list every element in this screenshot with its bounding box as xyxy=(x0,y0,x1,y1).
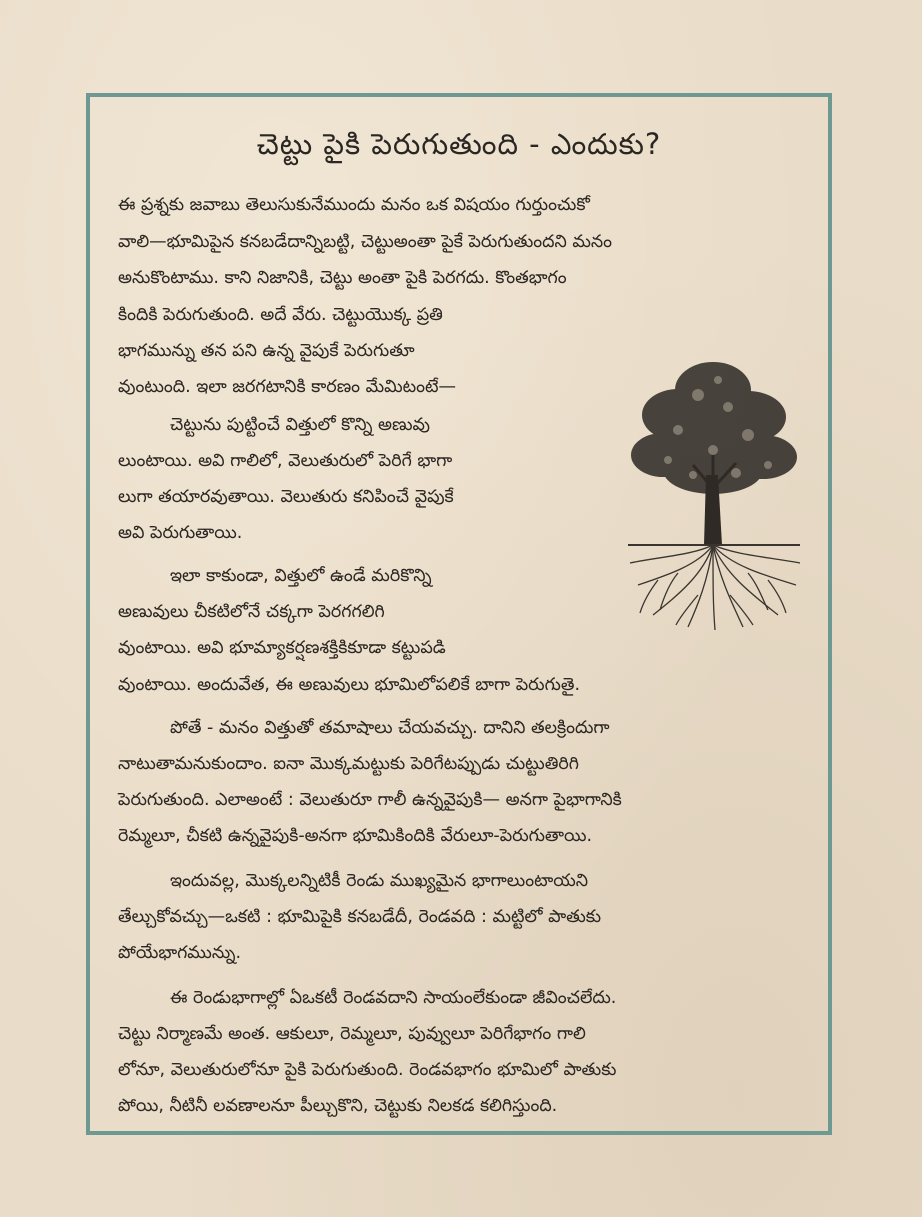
text-line: పోయేభాగమున్ను. xyxy=(118,943,242,963)
text-line: చెట్టును పుట్టించే విత్తులో కొన్ని అణువు xyxy=(170,415,431,435)
text-line: పోయి, నీటినీ లవణాలనూ పీల్చుకొని, చెట్టుకు నిలకడ కలిగిస్తుంది. xyxy=(118,1096,558,1116)
text-line: పెరుగుతుంది. ఎలాఅంటే : వెలుతురూ గాలీ ఉన్నవైపుకి— అనగా పైభాగానికి xyxy=(118,790,622,810)
page-title: చెట్టు పైకి పెరుగుతుంది - ఎందుకు? xyxy=(256,127,662,161)
text-line: భాగమున్ను తన పని ఉన్న వైపుకే పెరుగుతూ xyxy=(118,341,415,361)
text-line: లుంటాయి. అవి గాలిలో, వెలుతురులో పెరిగే భాగా xyxy=(118,451,453,471)
text-line: వుంటాయి. అందువేత, ఈ అణువులు భూమిలోపలికే బాగా పెరుగుతై. xyxy=(118,675,581,695)
text-line: ఈ ప్రశ్నకు జవాబు తెలుసుకునేముందు మనం ఒక విషయం గుర్తుంచుకో xyxy=(118,195,590,215)
text-line: చెట్టు నిర్మాణమే అంత. ఆకులూ, రెమ్మలూ, పువ్వులూ పెరిగేభాగం గాలి xyxy=(118,1024,586,1044)
text-line: వుంటాయి. అవి భూమ్యాకర్షణశక్తికికూడా కట్టుపడి xyxy=(118,638,446,658)
text-line: వుంటుంది. ఇలా జరగటానికి కారణం మేమిటంటే— xyxy=(118,377,457,397)
tree-with-roots-icon xyxy=(618,335,808,635)
text-line: లోనూ, వెలుతురులోనూ పైకి పెరుగుతుంది. రెండవభాగం భూమిలో పాతుకు xyxy=(118,1060,617,1080)
text-line: రెమ్మలూ, చీకటి ఉన్నవైపుకి-అనగా భూమికిందికి వేరులూ-పెరుగుతాయి. xyxy=(118,826,593,846)
text-line: అణువులు చీకటిలోనే చక్కగా పెరగగలిగి xyxy=(118,602,385,622)
text-line: ఈ రెండుభాగాల్లో ఏఒకటీ రెండవదాని సాయంలేకుండా జీవించలేదు. xyxy=(170,988,617,1008)
text-line: కిందికి పెరుగుతుంది. అదే వేరు. చెట్టుయొక్క ప్రతి xyxy=(118,305,443,325)
text-line: ఇలా కాకుండా, విత్తులో ఉండే మరికొన్ని xyxy=(170,566,432,586)
text-frame xyxy=(86,93,832,1135)
text-line: ఇందువల్ల, మొక్కలన్నిటికీ రెండు ముఖ్యమైన భాగాలుంటాయని xyxy=(170,871,588,891)
text-line: తేల్చుకోవచ్చు—ఒకటి : భూమిపైకి కనబడేదీ, రెండవది : మట్టిలో పాతుకు xyxy=(118,907,601,927)
text-line: నాటుతామనుకుందాం. ఐనా మొక్కమట్టుకు పెరిగేటప్పుడు చుట్టుతిరిగి xyxy=(118,754,579,774)
text-line: అవి పెరుగుతాయి. xyxy=(118,523,243,543)
text-line: అనుకొంటాము. కాని నిజానికి, చెట్టు అంతా పైకి పెరగదు. కొంతభాగం xyxy=(118,268,567,288)
text-line: పోతే - మనం విత్తుతో తమాషాలు చేయవచ్చు. దానిని తలక్రిందుగా xyxy=(170,718,610,738)
text-line: లుగా తయారవుతాయి. వెలుతురు కనిపించే వైపుకే xyxy=(118,487,454,507)
text-line: వాలి—భూమిపైన కనబడేదాన్నిబట్టి, చెట్టుఅంతా పైకే పెరుగుతుందని మనం xyxy=(118,232,613,252)
